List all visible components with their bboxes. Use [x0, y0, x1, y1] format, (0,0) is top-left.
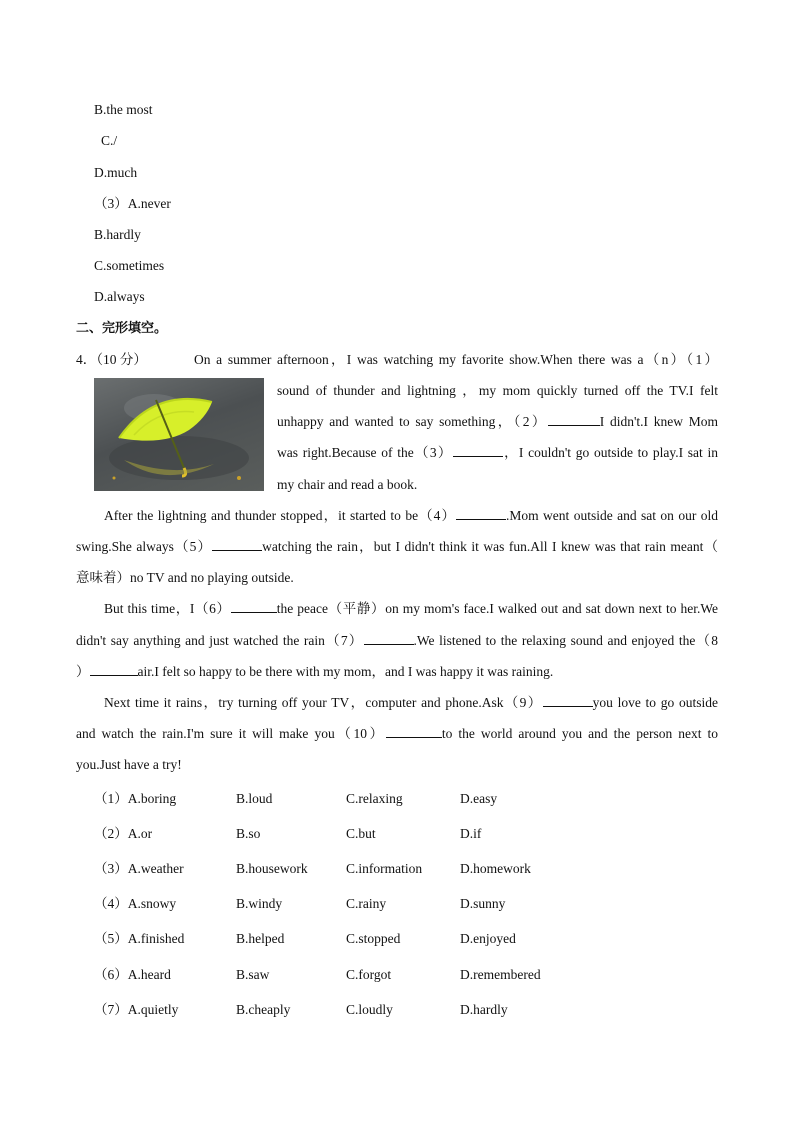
prev-q3-option-a: （3）A.never — [94, 196, 171, 211]
prev-option-c: C./ — [101, 133, 118, 148]
passage-line: unhappy and wanted to say something，（2） I didn't.I knew Mom — [277, 414, 718, 429]
passage-line: But this time，I（6） the peace（平静）on my mom's face.I walked out and sat down next to her.We — [104, 601, 719, 616]
answer-blank-2[interactable] — [548, 413, 600, 426]
choice-option[interactable]: （1）A.boring — [94, 791, 177, 806]
choice-option[interactable]: C.loudly — [346, 1002, 393, 1017]
passage-line: sound of thunder and lightning ，my mom quickly turned off the TV.I felt — [277, 383, 718, 398]
passage-line: and watch the rain.I'm sure it will make you（10） to the world around you and the person next to — [76, 726, 718, 741]
answer-blank-5[interactable] — [212, 538, 262, 551]
passage-line: 意味着）no TV and no playing outside. — [76, 570, 294, 585]
question-number: 4．（10 分） — [76, 352, 147, 367]
umbrella-icon — [94, 378, 264, 491]
answer-blank-9[interactable] — [543, 694, 593, 707]
prev-option-b: B.the most — [94, 102, 153, 117]
passage-line: swing.She always（5） watching the rain，but I didn't think it was fun.All I knew was that rain meant（ — [76, 539, 718, 554]
choice-option[interactable]: C.rainy — [346, 896, 387, 911]
section-heading: 二、完形填空。 — [76, 321, 168, 336]
choice-option[interactable]: D.remembered — [460, 967, 541, 982]
choice-option[interactable]: C.relaxing — [346, 791, 403, 806]
answer-blank-4[interactable] — [456, 507, 506, 520]
choice-option[interactable]: D.homework — [460, 861, 531, 876]
prev-q3-option-c: C.sometimes — [94, 258, 165, 273]
prev-q3-option-b: B.hardly — [94, 227, 141, 242]
passage-line: ） air.I felt so happy to be there with my mom，and I was happy it was raining. — [76, 664, 554, 679]
choice-option[interactable]: （4）A.snowy — [94, 896, 177, 911]
passage-line: Next time it rains，try turning off your TV，computer and phone.Ask（9） you love to go outside — [104, 695, 718, 710]
choice-option[interactable]: （3）A.weather — [94, 861, 184, 876]
prev-option-d: D.much — [94, 165, 138, 180]
choice-option[interactable]: （7）A.quietly — [94, 1002, 179, 1017]
choice-option[interactable]: B.windy — [236, 896, 283, 911]
choice-option[interactable]: C.but — [346, 826, 376, 841]
choice-option[interactable]: D.hardly — [460, 1002, 508, 1017]
passage-line: didn't say anything and just watched the rain（7） .We listened to the relaxing sound and enjoyed the（8 — [76, 633, 718, 648]
choice-option[interactable]: B.cheaply — [236, 1002, 291, 1017]
choice-option[interactable]: B.so — [236, 826, 261, 841]
passage-line: On a summer afternoon，I was watching my favorite show.When there was a（n）（1） — [194, 352, 718, 367]
passage-line: was right.Because of the（3） ，I couldn't go outside to play.I sat in — [277, 445, 718, 460]
choice-option[interactable]: D.easy — [460, 791, 498, 806]
passage-line: my chair and read a book. — [277, 477, 418, 492]
choice-option[interactable]: C.forgot — [346, 967, 392, 982]
passage-line: After the lightning and thunder stopped，it started to be（4） .Mom went outside and sat on our old — [104, 508, 719, 523]
choice-option[interactable]: B.loud — [236, 791, 273, 806]
choice-option[interactable]: （2）A.or — [94, 826, 153, 841]
choice-option[interactable]: B.helped — [236, 931, 285, 946]
choice-option[interactable]: （6）A.heard — [94, 967, 171, 982]
answer-blank-10[interactable] — [386, 725, 442, 738]
umbrella-in-rain-photo — [94, 378, 264, 491]
prev-q3-option-d: D.always — [94, 289, 145, 304]
answer-blank-7[interactable] — [364, 632, 414, 645]
choice-option[interactable]: C.information — [346, 861, 423, 876]
choice-option[interactable]: C.stopped — [346, 931, 401, 946]
choice-option[interactable]: D.if — [460, 826, 482, 841]
answer-blank-6[interactable] — [231, 600, 277, 613]
choice-option[interactable]: （5）A.finished — [94, 931, 185, 946]
passage-line: you.Just have a try! — [76, 757, 182, 772]
answer-blank-8[interactable] — [90, 663, 138, 676]
choice-option[interactable]: D.enjoyed — [460, 931, 516, 946]
choice-option[interactable]: B.saw — [236, 967, 270, 982]
choice-option[interactable]: D.sunny — [460, 896, 506, 911]
answer-blank-3[interactable] — [453, 444, 503, 457]
choice-option[interactable]: B.housework — [236, 861, 308, 876]
